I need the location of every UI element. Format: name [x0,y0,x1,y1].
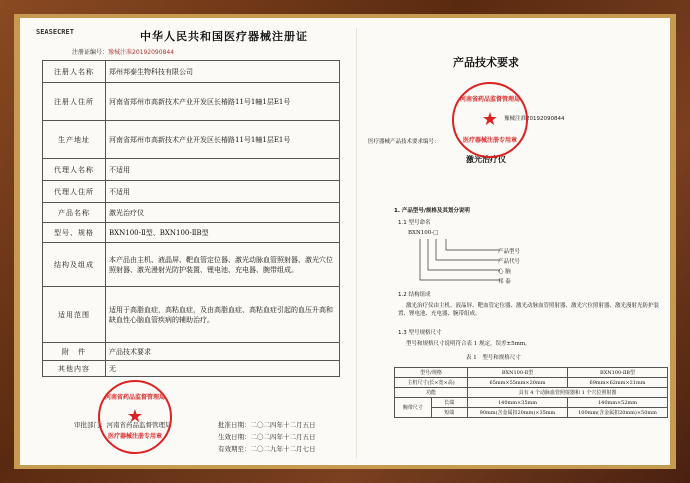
doc-title: 产品技术要求 [453,56,519,69]
seal-subtext: 医疗器械注册专用章 [462,137,517,144]
header-cell: 型号/规格 [395,368,468,378]
table-row [43,361,340,377]
table-cell: 具有 4 个动脉血管照射器和 1 个穴位照射器 [468,388,668,398]
table-row [43,203,340,223]
table-cell: 140mm×35mm [468,398,568,408]
reg-no-value: 豫械注准20192090844 [108,49,175,56]
table-row [43,343,340,361]
star-icon: ★ [126,406,144,427]
structure-paragraph: 激光治疗仪由主机、液晶屏、靶血管定位器、激光动脉血管照射器、激光穴位照射器、激光漫射光防护装置、锂电池、充电器、腕带组成。 [398,303,660,318]
seal-subtext: 医疗器械注册专用章 [107,433,162,440]
header-cell: BXN100-Ⅱ型 [468,368,568,378]
doc-reg-no: 豫械注准20192090844 [504,116,565,122]
certificate-title: 中华人民共和国医疗器械注册证 [140,30,308,43]
table-cell: 长端 [431,398,468,408]
table-row [43,61,340,83]
section-1-1-heading: 1.1 型号命名 [398,220,431,226]
paper [20,18,670,465]
header-cell: BXN100-ⅡB型 [568,368,668,378]
table-row [43,243,340,287]
table-row [43,223,340,243]
row-value: 激光治疗仪 [106,203,340,223]
table-row [395,408,668,418]
table-row [395,398,668,408]
row-value: 郑州邦泰生物科技有限公司 [106,61,340,83]
table-cell: 69mm×62mm×21mm [568,378,668,388]
row-value: 不适用 [106,181,340,203]
row-value: 不适用 [106,159,340,181]
table-cell: 140mm×52mm [568,398,668,408]
table-row [43,83,340,121]
model-code: BXN100-□ [408,230,439,236]
table-cell: 短端 [431,408,468,418]
watermark-logo: SEASECRET [36,28,74,36]
row-value: 无 [106,361,340,377]
page-divider [356,28,357,458]
official-seal [98,380,172,454]
table-caption: 表 1 型号和规格尺寸 [466,355,521,361]
reg-no-label: 注册证编号： [72,49,109,56]
doc-product-name: 激光治疗仪 [466,155,506,164]
section-1-heading: 1. 产品型号/规格及其划分说明 [394,208,470,214]
row-key: 附 件 [43,343,106,361]
star-icon: ★ [481,109,499,130]
model-label-bangtai: 邦 泰 [498,279,511,285]
row-value: 适用于高脂血症，高粘血症，及由高脂血症、高粘血症引起的血压升高和缺血性心脑血管疾病的辅助治疗。 [106,287,340,343]
row-key: 代理人住所 [43,181,106,203]
size-paragraph: 型号和规格尺寸说明符合表 1 规定，误差±5mm。 [406,341,531,347]
table-cell: 功能 [395,388,468,398]
table-cell: 90mm(含金属扣20mm)×35mm [468,408,568,418]
approval-department: 审批部门：河南省药品监督管理局 [74,421,172,429]
official-seal [452,82,528,158]
certificate-table [42,60,340,377]
row-value: 产品技术要求 [106,343,340,361]
table-cell: 主机尺寸(长×宽×高) [395,378,468,388]
approval-date: 批准日期：二〇二四年十二月五日 [218,421,316,429]
table-row [43,181,340,203]
table-row [43,287,340,343]
seal-text: 河南省药品监督管理局 [459,96,520,103]
row-key: 适用范围 [43,287,106,343]
row-key: 注册人名称 [43,61,106,83]
technical-requirements-page [368,22,668,462]
model-label-code: 产品代号 [498,259,521,265]
spec-table [394,367,668,418]
certificate-reg-no [72,47,174,56]
table-cell: 100mm(含金属扣20mm)×50mm [568,408,668,418]
row-value: 河南省郑州市高新技术产业开发区长椿路11号1幢1层E1号 [106,121,340,159]
effective-date: 生效日期：二〇二四年十二月五日 [218,433,316,441]
row-key: 生产地址 [43,121,106,159]
row-key: 代理人名称 [43,159,106,181]
valid-until-date: 有效期至：二〇二九年十二月七日 [218,445,316,453]
table-cell: 65mm×55mm×20mm [468,378,568,388]
table-row [395,388,668,398]
row-key: 其他内容 [43,361,106,377]
table-row [43,159,340,181]
table-row [43,121,340,159]
row-key: 产品名称 [43,203,106,223]
section-1-3-heading: 1.3 型号规格尺寸 [398,330,442,336]
row-key: 结构及组成 [43,243,106,287]
table-row [395,378,668,388]
row-value: 河南省郑州市高新技术产业开发区长椿路11号1幢1层E1号 [106,83,340,121]
model-label-heart-brain: 心 脑 [498,269,511,275]
model-label-type: 产品型号 [498,249,521,255]
seal-text: 河南省药品监督管理局 [104,394,165,401]
registration-certificate [32,22,342,462]
doc-no-label: 医疗器械产品技术要求编号： [368,139,440,145]
row-value: 本产品由主机、液晶屏、靶血管定位器、激光动脉血管照射器、激光穴位照射器、激光漫射光防护装置、锂电池、充电器、腕带组成。 [106,243,340,287]
table-row [395,368,668,378]
table-cell: 腕带尺寸 [395,398,432,418]
section-1-2-heading: 1.2 结构组成 [398,292,431,298]
row-value: BXN100-Ⅱ型、BXN100-ⅡB型 [106,223,340,243]
row-key: 注册人住所 [43,83,106,121]
row-key: 型号、规格 [43,223,106,243]
